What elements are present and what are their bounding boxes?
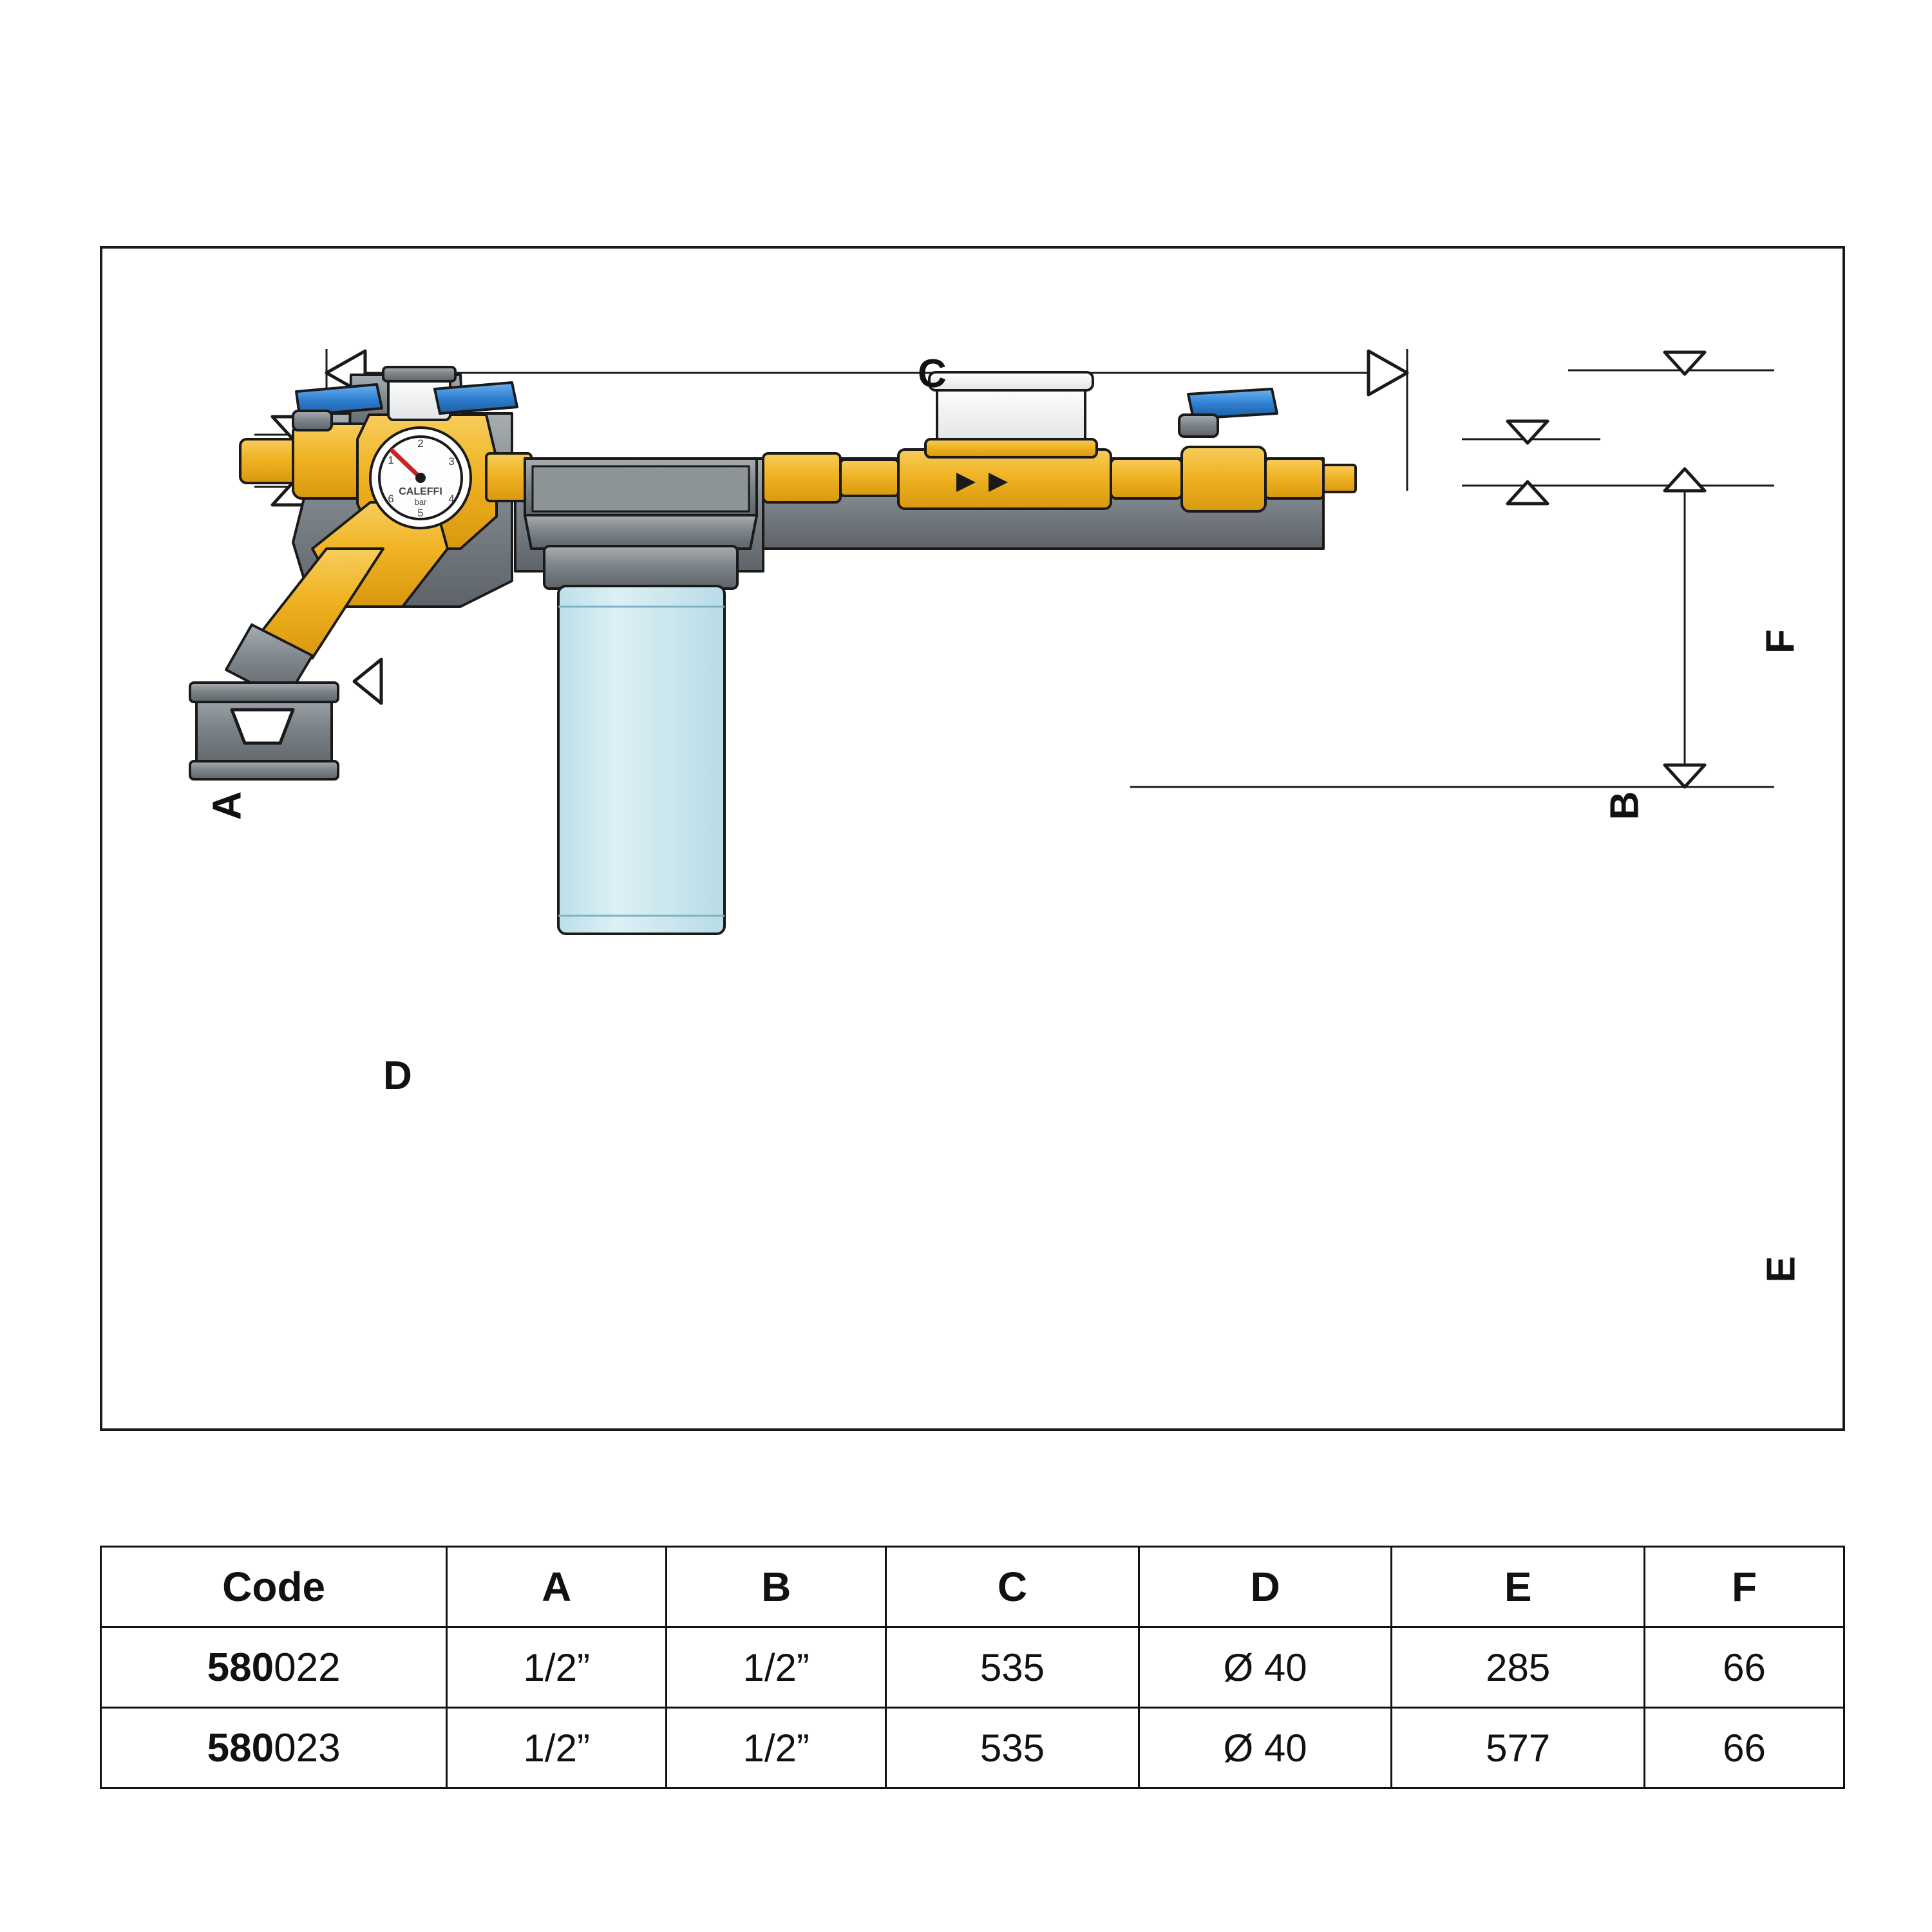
cell-c: 535 xyxy=(886,1708,1139,1788)
dimension-label-A: A xyxy=(205,790,250,820)
dimension-label-C: C xyxy=(918,352,947,396)
cell-e: 577 xyxy=(1392,1708,1645,1788)
cell-code-suffix: 023 xyxy=(274,1725,341,1770)
dimension-label-E: E xyxy=(1759,1255,1804,1283)
cell-e: 285 xyxy=(1392,1627,1645,1708)
product-drawing xyxy=(100,246,1845,1431)
column-header-a: A xyxy=(447,1547,667,1627)
dimension-label-B: B xyxy=(1602,790,1647,820)
column-header-code: Code xyxy=(101,1547,447,1627)
column-header-c: C xyxy=(886,1547,1139,1627)
column-header-e: E xyxy=(1392,1547,1645,1627)
svg-text:3: 3 xyxy=(448,455,455,468)
dimension-label-D: D xyxy=(383,1054,413,1098)
table-row xyxy=(101,1708,1844,1788)
cell-f: 66 xyxy=(1645,1708,1844,1788)
cell-code-prefix: 580 xyxy=(207,1725,274,1770)
svg-text:CALEFFI: CALEFFI xyxy=(399,486,442,497)
cell-b: 1/2” xyxy=(667,1627,886,1708)
table-header-row xyxy=(101,1547,1844,1627)
table-row xyxy=(101,1627,1844,1708)
cell-code xyxy=(101,1627,447,1708)
svg-text:2: 2 xyxy=(417,437,424,450)
cell-f: 66 xyxy=(1645,1627,1844,1708)
cell-code-suffix: 022 xyxy=(274,1645,341,1690)
column-header-f: F xyxy=(1645,1547,1844,1627)
cell-a: 1/2” xyxy=(447,1708,667,1788)
column-header-d: D xyxy=(1139,1547,1392,1627)
specification-table xyxy=(100,1546,1845,1789)
svg-text:5: 5 xyxy=(417,507,424,519)
cell-c: 535 xyxy=(886,1627,1139,1708)
svg-text:1: 1 xyxy=(388,454,394,466)
cell-b: 1/2” xyxy=(667,1708,886,1788)
svg-text:6: 6 xyxy=(388,493,394,505)
cell-a: 1/2” xyxy=(447,1627,667,1708)
dimension-label-F: F xyxy=(1757,629,1803,654)
cell-d: Ø 40 xyxy=(1139,1708,1392,1788)
svg-text:bar: bar xyxy=(414,497,427,507)
svg-text:4: 4 xyxy=(448,493,455,505)
cell-code xyxy=(101,1708,447,1788)
column-header-b: B xyxy=(667,1547,886,1627)
cell-code-prefix: 580 xyxy=(207,1645,274,1690)
cell-d: Ø 40 xyxy=(1139,1627,1392,1708)
